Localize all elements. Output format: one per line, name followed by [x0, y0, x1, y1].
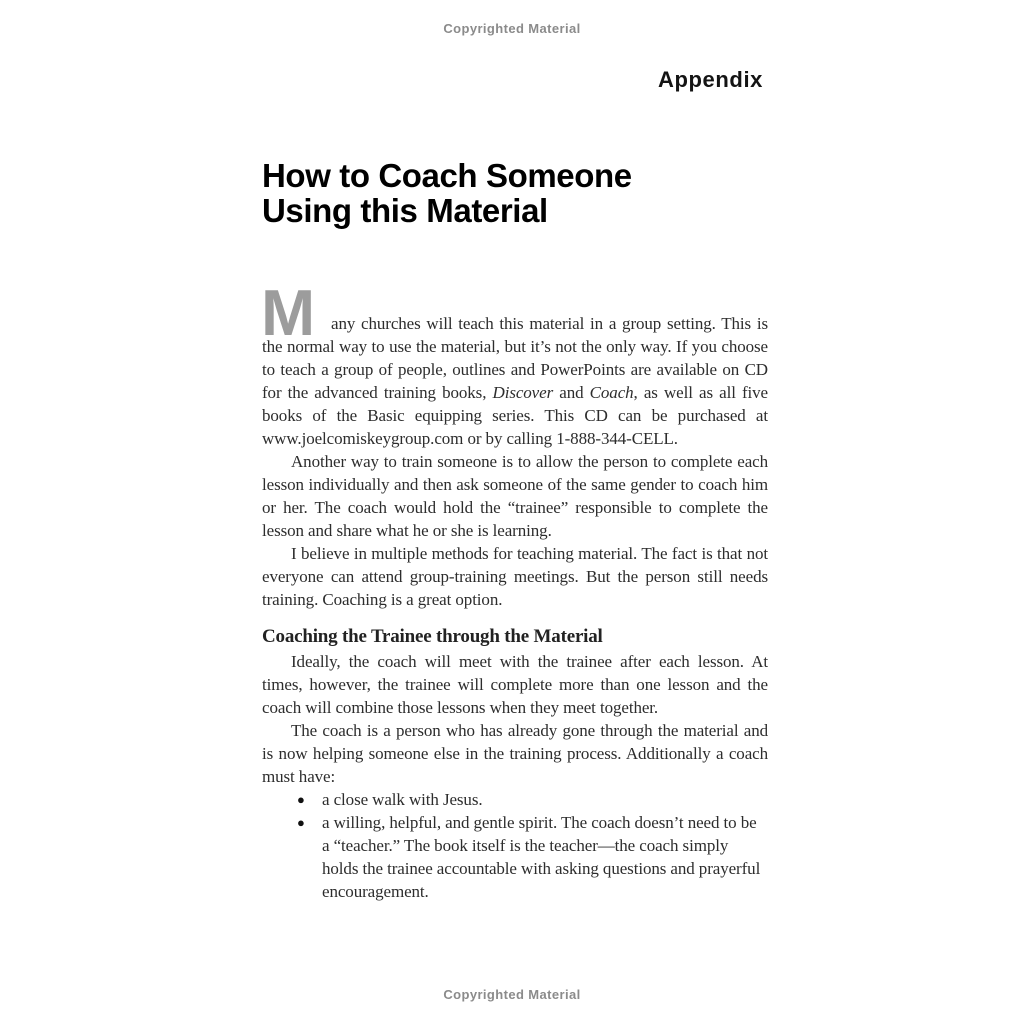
paragraph-section-2: The coach is a person who has already gone through the material and is now helping someone else in the training process. Additionally a coach must have: — [262, 721, 768, 786]
chapter-title — [262, 158, 782, 228]
book-title-discover: Discover — [492, 383, 554, 402]
copyright-notice-top: Copyrighted Material — [443, 21, 581, 36]
section-heading-coaching-trainee: Coaching the Trainee through the Material — [262, 626, 603, 647]
body-text-column — [262, 312, 768, 903]
dropcap-initial: M — [261, 276, 316, 349]
running-head-appendix: Appendix — [657, 67, 763, 92]
list-item — [262, 811, 768, 903]
chapter-title-line2: Using this Material — [262, 192, 548, 229]
paragraph-intro-1-text-c: , as well as all five books of the Basic equipping series. This CD can be purchased at www.joelcomiskeygroup.com or by calling 1-888-344-CELL. — [262, 383, 768, 448]
paragraph-intro-1-text-a: any churches will teach this material in a group setting. This is the normal way to use the material, but it’s not the only way. If you choose to teach a group of people, outlines and PowerPoints are available on CD for the advanced training books, — [262, 314, 768, 402]
paragraph-intro-1 — [262, 312, 768, 450]
book-title-coach: Coach — [589, 383, 634, 402]
coach-requirements-list — [262, 788, 768, 903]
list-item — [262, 788, 768, 811]
bullet-icon: ● — [297, 815, 305, 830]
copyright-notice-bottom: Copyrighted Material — [443, 987, 581, 1002]
paragraph-section-1: Ideally, the coach will meet with the trainee after each lesson. At times, however, the trainee will complete more than one lesson and the coach will combine those lessons when they meet together. — [262, 652, 768, 717]
list-item-text: a willing, helpful, and gentle spirit. The coach doesn’t need to be a “teacher.” The book itself is the teacher—the coach simply holds the trainee accountable with asking questions and prayerful encouragement. — [322, 813, 761, 901]
list-item-text: a close walk with Jesus. — [322, 790, 483, 809]
paragraph-intro-1-text-b: and — [553, 383, 590, 402]
paragraph-intro-2: Another way to train someone is to allow the person to complete each lesson individually and then ask someone of the same gender to coach him or her. The coach would hold the “trainee” responsible to complete the lesson and share what he or she is learning. — [262, 452, 768, 540]
paragraph-intro-3: I believe in multiple methods for teaching material. The fact is that not everyone can attend group-training meetings. But the person still needs training. Coaching is a great option. — [262, 544, 768, 609]
chapter-title-line1: How to Coach Someone — [262, 157, 632, 194]
bullet-icon: ● — [297, 792, 305, 807]
